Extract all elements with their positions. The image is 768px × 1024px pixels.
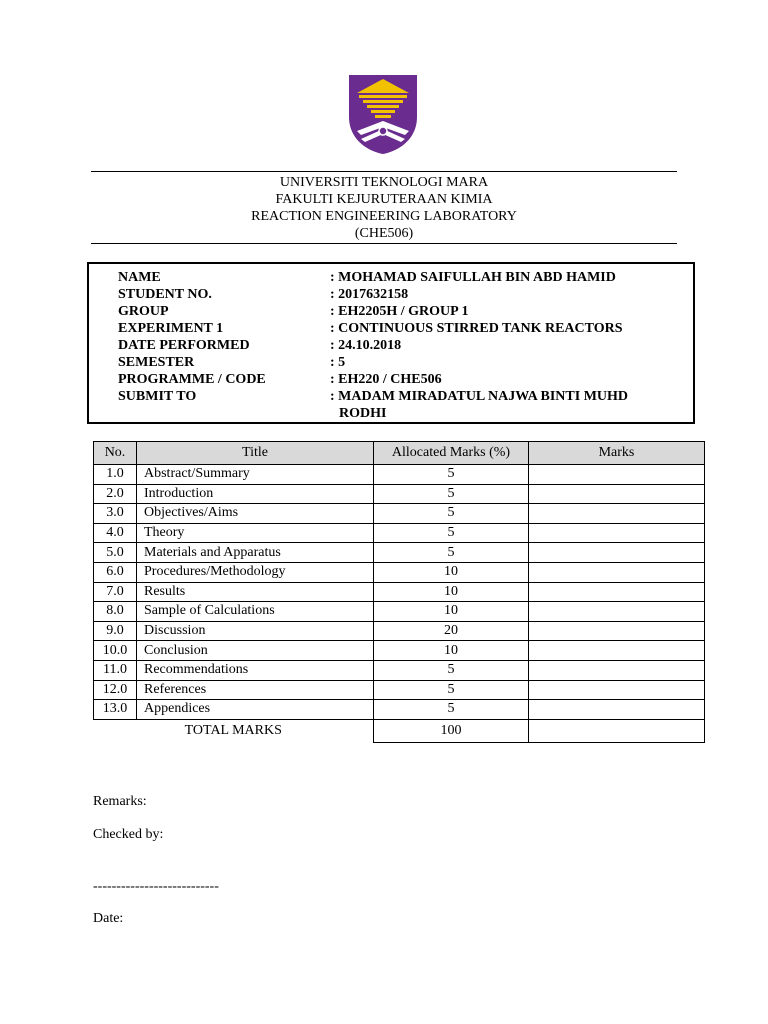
row-allocated: 5 <box>374 523 529 543</box>
top-rule <box>91 171 677 172</box>
table-row <box>94 680 705 700</box>
table-row <box>94 523 705 543</box>
row-marks-cell[interactable] <box>529 641 705 661</box>
row-title: Sample of Calculations <box>137 602 374 622</box>
table-row <box>94 641 705 661</box>
table-row <box>94 582 705 602</box>
info-value: : EH220 / CHE506 <box>330 372 442 387</box>
row-title: Results <box>137 582 374 602</box>
info-value: : EH2205H / GROUP 1 <box>330 304 469 319</box>
info-label: EXPERIMENT 1 <box>118 321 224 336</box>
university-logo <box>347 73 419 155</box>
info-value: : 5 <box>330 355 346 370</box>
row-title: Appendices <box>137 700 374 720</box>
row-no: 2.0 <box>94 484 137 504</box>
row-no: 1.0 <box>94 465 137 485</box>
row-title: Objectives/Aims <box>137 504 374 524</box>
row-no: 3.0 <box>94 504 137 524</box>
row-marks-cell[interactable] <box>529 700 705 720</box>
row-marks-cell[interactable] <box>529 523 705 543</box>
row-allocated: 5 <box>374 465 529 485</box>
row-no: 11.0 <box>94 660 137 680</box>
info-value: : 24.10.2018 <box>330 338 402 353</box>
row-allocated: 5 <box>374 484 529 504</box>
table-row <box>94 700 705 720</box>
row-title: Abstract/Summary <box>137 465 374 485</box>
header-no: No. <box>94 442 137 465</box>
row-title: Discussion <box>137 621 374 641</box>
row-allocated: 5 <box>374 700 529 720</box>
row-allocated: 5 <box>374 660 529 680</box>
row-title: Recommendations <box>137 660 374 680</box>
row-no: 10.0 <box>94 641 137 661</box>
row-marks-cell[interactable] <box>529 602 705 622</box>
table-row <box>94 484 705 504</box>
remarks-label: Remarks: <box>93 794 147 809</box>
header-allocated: Allocated Marks (%) <box>374 442 529 465</box>
total-label: TOTAL MARKS <box>184 722 282 738</box>
row-allocated: 5 <box>374 504 529 524</box>
row-title: References <box>137 680 374 700</box>
row-no: 7.0 <box>94 582 137 602</box>
date-label: Date: <box>93 911 124 926</box>
row-marks-cell[interactable] <box>529 543 705 563</box>
row-allocated: 20 <box>374 621 529 641</box>
row-marks-cell[interactable] <box>529 660 705 680</box>
table-row <box>94 465 705 485</box>
university-name: UNIVERSITI TEKNOLOGI MARA <box>279 175 489 190</box>
table-row <box>94 543 705 563</box>
info-label: STUDENT NO. <box>118 287 212 302</box>
row-title: Theory <box>137 523 374 543</box>
info-label: SUBMIT TO <box>118 389 197 404</box>
header-title: Title <box>137 442 374 465</box>
info-label: GROUP <box>118 304 169 319</box>
course-code: (CHE506) <box>354 226 414 241</box>
info-label: NAME <box>118 270 161 285</box>
checked-by-label: Checked by: <box>93 827 164 842</box>
row-marks-cell[interactable] <box>529 680 705 700</box>
row-allocated: 10 <box>374 641 529 661</box>
row-marks-cell[interactable] <box>529 582 705 602</box>
table-row <box>94 621 705 641</box>
row-no: 4.0 <box>94 523 137 543</box>
row-allocated: 10 <box>374 602 529 622</box>
marks-table <box>93 441 705 743</box>
row-no: 12.0 <box>94 680 137 700</box>
row-no: 9.0 <box>94 621 137 641</box>
faculty-name: FAKULTI KEJURUTERAAN KIMIA <box>275 192 493 207</box>
row-no: 8.0 <box>94 602 137 622</box>
info-label: DATE PERFORMED <box>118 338 250 353</box>
total-row <box>94 719 705 742</box>
table-row <box>94 562 705 582</box>
row-allocated: 5 <box>374 543 529 563</box>
row-title: Conclusion <box>137 641 374 661</box>
table-row <box>94 602 705 622</box>
info-label: SEMESTER <box>118 355 195 370</box>
table-row <box>94 504 705 524</box>
row-title: Introduction <box>137 484 374 504</box>
row-no: 6.0 <box>94 562 137 582</box>
row-marks-cell[interactable] <box>529 504 705 524</box>
row-marks-cell[interactable] <box>529 484 705 504</box>
submit-to-line1: : MADAM MIRADATUL NAJWA BINTI MUHD <box>330 389 629 404</box>
table-header-row <box>94 442 705 465</box>
bottom-rule <box>91 243 677 244</box>
row-marks-cell[interactable] <box>529 465 705 485</box>
table-row <box>94 660 705 680</box>
document-header <box>91 174 677 242</box>
row-no: 5.0 <box>94 543 137 563</box>
info-value: : CONTINUOUS STIRRED TANK REACTORS <box>330 321 623 336</box>
info-value <box>330 388 680 422</box>
row-marks-cell[interactable] <box>529 621 705 641</box>
submit-to-line2: RODHI <box>339 406 387 421</box>
info-value: : 2017632158 <box>330 287 409 302</box>
total-marks-cell[interactable] <box>529 719 705 742</box>
row-title: Procedures/Methodology <box>137 562 374 582</box>
lab-name: REACTION ENGINEERING LABORATORY <box>251 209 517 224</box>
info-value: : MOHAMAD SAIFULLAH BIN ABD HAMID <box>330 270 616 285</box>
row-title: Materials and Apparatus <box>137 543 374 563</box>
row-marks-cell[interactable] <box>529 562 705 582</box>
header-marks: Marks <box>529 442 705 465</box>
row-allocated: 10 <box>374 582 529 602</box>
signature-line: --------------------------- <box>93 879 219 894</box>
total-value: 100 <box>374 719 529 742</box>
student-info-box <box>87 262 695 424</box>
info-label: PROGRAMME / CODE <box>118 372 266 387</box>
row-allocated: 10 <box>374 562 529 582</box>
row-no: 13.0 <box>94 700 137 720</box>
row-allocated: 5 <box>374 680 529 700</box>
